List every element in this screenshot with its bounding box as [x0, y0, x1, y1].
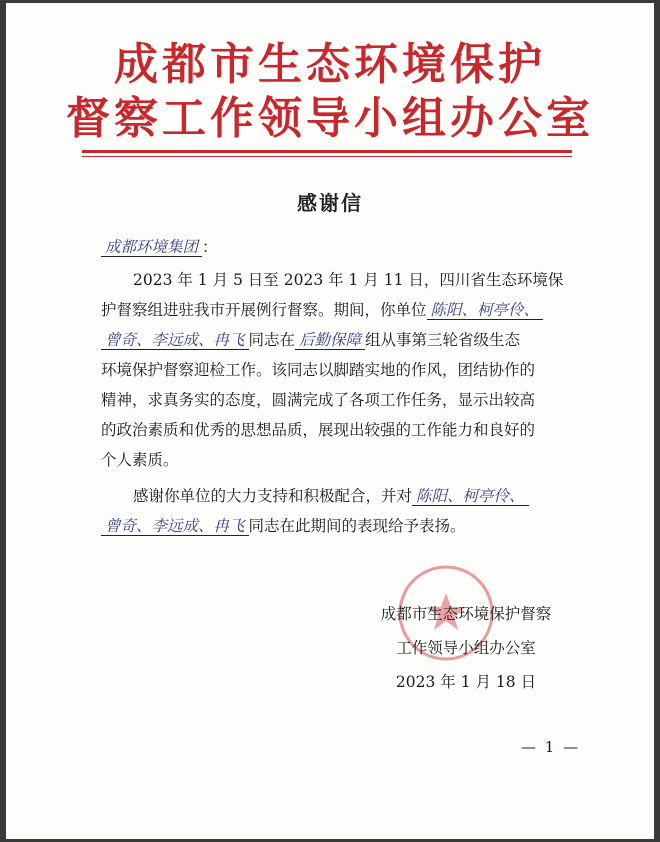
addressee-colon: ：: [202, 238, 218, 256]
letterhead-rule-thick: [82, 150, 572, 153]
p1-line-5: 精神，求真务实的态度，圆满完成了各项工作任务，显示出较高: [101, 391, 536, 409]
p1-line-2-text: 护督察组进驻我市开展例行督察。期间，你单位: [101, 301, 427, 319]
signature-date: 2023 年 1 月 18 日: [395, 673, 537, 691]
p2-names-b: 曾奇、李远成、冉飞: [101, 517, 249, 536]
letterhead-line-1: 成都市生态环境保护: [114, 39, 546, 90]
p2-names-a: 陈阳、柯亭伶、: [412, 487, 529, 506]
signature-org-line-2: 工作领导小组办公室: [396, 639, 536, 657]
signature-org-line-1: 成都市生态环境保护督察: [380, 605, 552, 623]
letter-title: 感谢信: [297, 191, 363, 215]
paragraph-2: [101, 481, 581, 541]
p1-line-7: 个人素质。: [101, 451, 179, 469]
p1-line-3-text-b: 组从事第三轮省级生态: [365, 331, 521, 349]
p2-line-1: [101, 481, 581, 511]
p1-names-b: 曾奇、李远成、冉飞: [101, 331, 249, 350]
addressee: [101, 235, 218, 257]
p1-department: 后勤保障: [295, 331, 365, 350]
p1-line-3: [101, 325, 581, 355]
p1-names-a: 陈阳、柯亭伶、: [427, 301, 544, 320]
p1-line-2: [101, 295, 581, 325]
p2-line-2: [101, 511, 581, 541]
paragraph-1: [101, 265, 581, 475]
p1-line-4: 环境保护督察迎检工作。该同志以脚踏实地的作风，团结协作的: [101, 361, 536, 379]
addressee-name: 成都环境集团: [101, 238, 202, 257]
p1-line-3-text-a: 同志在: [248, 331, 296, 349]
letterhead-rule-thin: [82, 156, 572, 157]
p2-line-1-text: 感谢你单位的大力支持和积极配合，并对: [133, 487, 413, 505]
letterhead-line-2: 督察工作领导小组办公室: [66, 93, 594, 144]
document-page: [6, 3, 654, 839]
page-number: — 1 —: [521, 738, 581, 756]
p1-line-1: 2023 年 1 月 5 日至 2023 年 1 月 11 日，四川省生态环境保: [133, 271, 564, 289]
p1-line-6: 的政治素质和优秀的思想品质，展现出较强的工作能力和良好的: [101, 421, 536, 439]
p2-line-2-text: 同志在此期间的表现给予表扬。: [248, 517, 466, 535]
